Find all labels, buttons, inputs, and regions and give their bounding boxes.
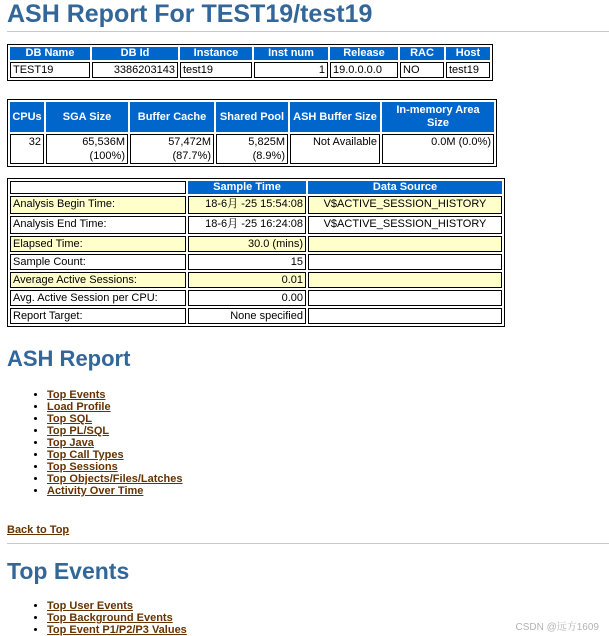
ash-report-toc: [24, 389, 183, 497]
label-average-active-sessions: Average Active Sessions:: [10, 272, 186, 288]
link-top-events[interactable]: Top Events: [47, 389, 106, 401]
memory-row: [10, 134, 494, 164]
toc-item: [47, 461, 183, 473]
toc-item: [47, 425, 183, 437]
row-analysis-begin: [10, 196, 502, 214]
sample-header-row: [10, 181, 502, 194]
value-sample-count: 15: [188, 254, 306, 270]
row-elapsed-time: [10, 236, 502, 252]
toc-item: [47, 473, 183, 485]
toc-item: [47, 624, 187, 636]
link-top-event-p1p2p3-values[interactable]: Top Event P1/P2/P3 Values: [47, 624, 187, 636]
value-analysis-begin: 18-6月 -25 15:54:08: [188, 196, 306, 214]
watermark: CSDN @远方1609: [515, 622, 599, 633]
link-top-call-types[interactable]: Top Call Types: [47, 449, 124, 461]
row-report-target: [10, 308, 502, 324]
link-top-user-events[interactable]: Top User Events: [47, 600, 133, 612]
cell-db-name: TEST19: [10, 62, 90, 78]
link-activity-over-time[interactable]: Activity Over Time: [47, 485, 144, 497]
cell-buffer-cache: 57,472M (87.7%): [130, 134, 214, 164]
label-report-target: Report Target:: [10, 308, 186, 324]
row-analysis-end: [10, 216, 502, 234]
header-sample-time: Sample Time: [188, 181, 306, 194]
source-sample-count: [308, 254, 502, 270]
toc-item: [47, 437, 183, 449]
link-top-sql[interactable]: Top SQL: [47, 413, 93, 425]
cell-shared-pool: 5,825M (8.9%): [216, 134, 288, 164]
cell-inmemory-area-size: 0.0M (0.0%): [382, 134, 494, 164]
row-sample-count: [10, 254, 502, 270]
row-average-active-sessions: [10, 272, 502, 288]
toc-item: [47, 612, 187, 624]
link-top-plsql[interactable]: Top PL/SQL: [47, 425, 110, 437]
source-report-target: [308, 308, 502, 324]
link-top-java[interactable]: Top Java: [47, 437, 94, 449]
cell-release: 19.0.0.0.0: [330, 62, 398, 78]
label-avg-active-session-per-cpu: Avg. Active Session per CPU:: [10, 290, 186, 306]
db-info-table: [7, 44, 493, 81]
source-average-active-sessions: [308, 272, 502, 288]
section-divider: [7, 543, 609, 544]
memory-table: [7, 99, 497, 167]
source-elapsed-time: [308, 236, 502, 252]
label-sample-count: Sample Count:: [10, 254, 186, 270]
toc-item: [47, 485, 183, 497]
header-data-source: Data Source: [308, 181, 502, 194]
header-rac: RAC: [400, 47, 444, 60]
cell-cpus: 32: [10, 134, 44, 164]
toc-item: [47, 449, 183, 461]
cell-instance: test19: [180, 62, 252, 78]
header-release: Release: [330, 47, 398, 60]
header-inmemory-area-size: In-memory Area Size: [382, 102, 494, 132]
value-elapsed-time: 30.0 (mins): [188, 236, 306, 252]
source-avg-active-session-per-cpu: [308, 290, 502, 306]
sample-time-table: [7, 178, 505, 327]
page-title: ASH Report For TEST19/test19: [7, 0, 373, 28]
toc-item: [47, 389, 183, 401]
link-top-objects-files-latches[interactable]: Top Objects/Files/Latches: [47, 473, 183, 485]
label-analysis-end: Analysis End Time:: [10, 216, 186, 234]
cell-inst-num: 1: [254, 62, 328, 78]
cell-rac: NO: [400, 62, 444, 78]
cell-host: test19: [446, 62, 490, 78]
header-db-name: DB Name: [10, 47, 90, 60]
header-host: Host: [446, 47, 490, 60]
toc-item: [47, 600, 187, 612]
db-info-header-row: [10, 47, 490, 60]
top-events-heading: Top Events: [7, 558, 130, 584]
source-analysis-begin: V$ACTIVE_SESSION_HISTORY: [308, 196, 502, 214]
link-top-background-events[interactable]: Top Background Events: [47, 612, 173, 624]
toc-item: [47, 413, 183, 425]
db-info-row: [10, 62, 490, 78]
value-avg-active-session-per-cpu: 0.00: [188, 290, 306, 306]
header-shared-pool: Shared Pool: [216, 102, 288, 132]
header-db-id: DB Id: [92, 47, 178, 60]
header-buffer-cache: Buffer Cache: [130, 102, 214, 132]
source-analysis-end: V$ACTIVE_SESSION_HISTORY: [308, 216, 502, 234]
value-analysis-end: 18-6月 -25 16:24:08: [188, 216, 306, 234]
title-divider: [7, 31, 609, 32]
top-events-toc: [24, 600, 187, 636]
row-avg-active-session-per-cpu: [10, 290, 502, 306]
value-average-active-sessions: 0.01: [188, 272, 306, 288]
label-elapsed-time: Elapsed Time:: [10, 236, 186, 252]
cell-sga-size: 65,536M (100%): [46, 134, 128, 164]
ash-report-heading: ASH Report: [7, 346, 131, 371]
back-to-top-link[interactable]: Back to Top: [7, 524, 70, 536]
header-instance: Instance: [180, 47, 252, 60]
cell-db-id: 3386203143: [92, 62, 178, 78]
value-report-target: None specified: [188, 308, 306, 324]
header-ash-buffer-size: ASH Buffer Size: [290, 102, 380, 132]
cell-ash-buffer-size: Not Available: [290, 134, 380, 164]
link-load-profile[interactable]: Load Profile: [47, 401, 111, 413]
header-sga-size: SGA Size: [46, 102, 128, 132]
memory-header-row: [10, 102, 494, 132]
toc-item: [47, 401, 183, 413]
link-top-sessions[interactable]: Top Sessions: [47, 461, 118, 473]
label-analysis-begin: Analysis Begin Time:: [10, 196, 186, 214]
header-blank: [10, 181, 186, 194]
header-inst-num: Inst num: [254, 47, 328, 60]
header-cpus: CPUs: [10, 102, 44, 132]
